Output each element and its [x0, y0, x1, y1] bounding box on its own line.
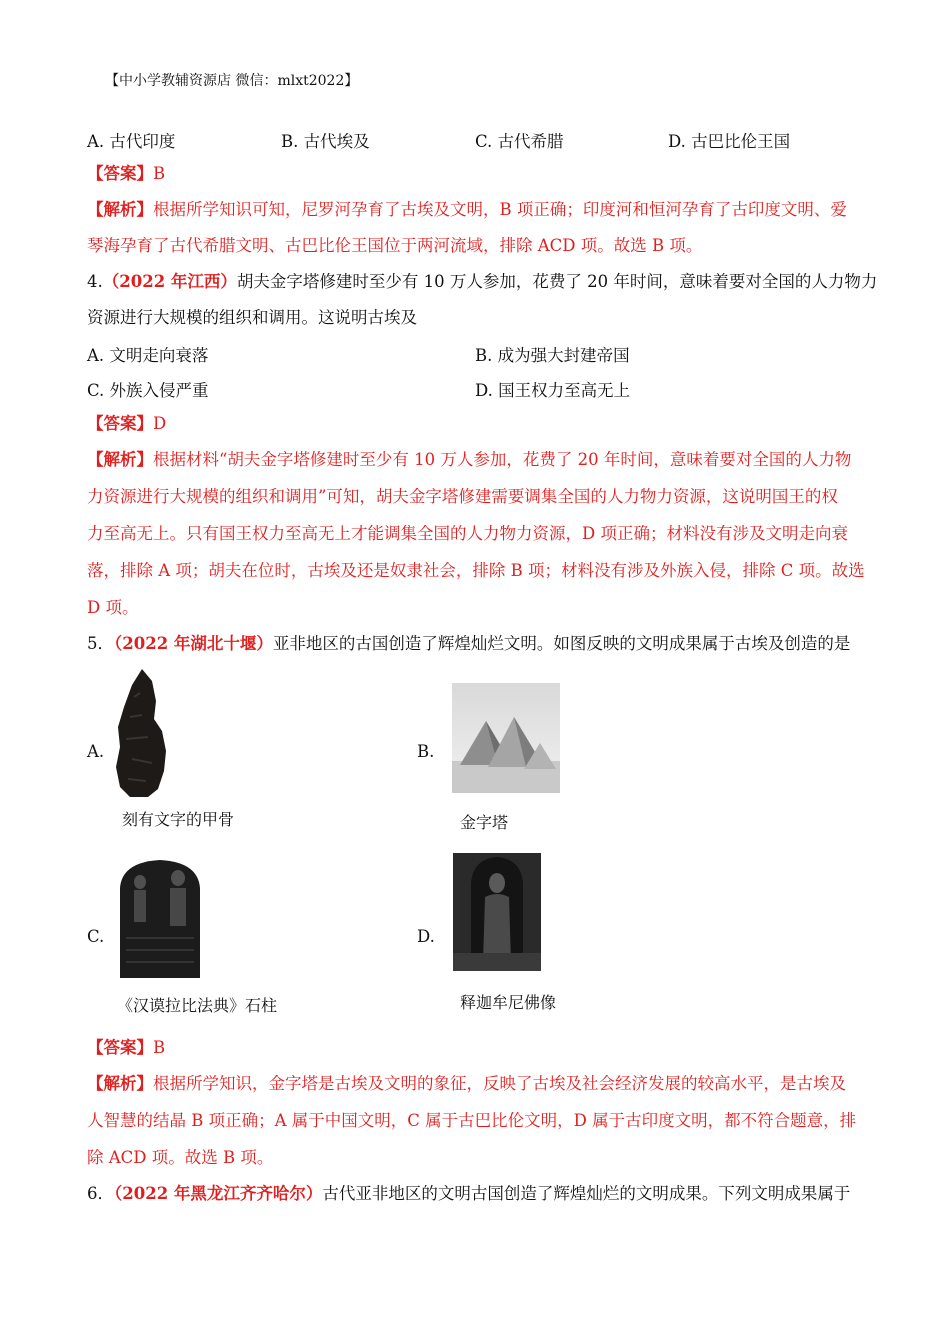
q4-option-d: D. 国王权力至高无上: [475, 381, 631, 400]
q4-analysis-line3: 力至高无上。只有国王权力至高无上才能调集全国的人力物力资源，D 项正确；材料没有涉及文明走向衰: [87, 524, 848, 543]
question-stem: 亚非地区的古国创造了辉煌灿烂文明。如图反映的文明成果属于古埃及创造的是: [272, 634, 851, 653]
q3-option-b: B. 古代埃及: [281, 132, 370, 151]
q4-stem-line1: [87, 270, 877, 294]
q4-analysis-line1: [87, 448, 851, 472]
analysis-text: 根据所学知识，金字塔是古埃及文明的象征，反映了古埃及社会经济发展的较高水平，是古埃及: [153, 1074, 846, 1093]
q4-option-b: B. 成为强大封建帝国: [475, 346, 630, 365]
answer-tag: 【答案】: [87, 164, 153, 183]
analysis-tag: 【解析】: [87, 450, 153, 469]
q5-option-b-label: B.: [417, 742, 435, 761]
q5-option-a-label: A.: [87, 742, 105, 761]
q5-option-c-label: C.: [87, 927, 105, 946]
q3-option-c: C. 古代希腊: [475, 132, 564, 151]
q5-option-a-caption: 刻有文字的甲骨: [122, 810, 235, 829]
buddha-statue-image: [453, 853, 541, 971]
q4-analysis-line4: 落，排除 A 项；胡夫在位时，古埃及还是奴隶社会，排除 B 项；材料没有涉及外族入侵，排除 C 项。故选: [87, 561, 865, 580]
q3-analysis-line2: 琴海孕育了古代希腊文明、古巴比伦王国位于两河流域，排除 ACD 项。故选 B 项。: [87, 236, 703, 255]
answer-value: D: [153, 414, 167, 433]
answer-tag: 【答案】: [87, 1038, 153, 1057]
q3-answer: [87, 162, 165, 186]
q5-option-b-caption: 金字塔: [460, 813, 509, 832]
q5-analysis-line1: [87, 1072, 846, 1096]
question-stem: 胡夫金字塔修建时至少有 10 万人参加，花费了 20 年时间，意味着要对全国的人力物力: [236, 272, 878, 291]
answer-tag: 【答案】: [87, 414, 153, 433]
q4-analysis-line2: 力资源进行大规模的组织和调用”可知，胡夫金字塔修建需要调集全国的人力物力资源，这说明国王的权: [87, 487, 838, 506]
q4-analysis-line5: D 项。: [87, 598, 139, 617]
question-stem: 古代亚非地区的文明古国创造了辉煌灿烂的文明成果。下列文明成果属于: [322, 1184, 851, 1203]
q5-analysis-line2: 人智慧的结晶 B 项正确；A 属于中国文明，C 属于古巴比伦文明，D 属于古印度文明，都不符合题意，排: [87, 1111, 857, 1130]
question-source: （2022 年黑龙江齐齐哈尔）: [114, 1184, 323, 1203]
q3-option-a: A. 古代印度: [87, 132, 176, 151]
question-number: 4.: [87, 272, 103, 291]
question-source: （2022 年湖北十堰）: [114, 634, 273, 653]
answer-value: B: [153, 1038, 166, 1057]
oracle-bone-image: [112, 667, 168, 799]
q4-option-c: C. 外族入侵严重: [87, 381, 209, 400]
question-number: 5．: [87, 634, 114, 653]
answer-value: B: [153, 164, 166, 183]
header-note: 【中小学教辅资源店 微信：mlxt2022】: [105, 73, 359, 89]
q3-option-d: D. 古巴比伦王国: [668, 132, 791, 151]
analysis-text: 根据所学知识可知，尼罗河孕育了古埃及文明，B 项正确；印度河和恒河孕育了古印度文明、爱: [153, 200, 847, 219]
pyramids-image: [452, 683, 560, 793]
q5-option-d-label: D.: [417, 927, 435, 946]
q5-answer: [87, 1036, 165, 1060]
q4-answer: [87, 412, 166, 436]
q5-option-c-caption: 《汉谟拉比法典》石柱: [117, 996, 278, 1015]
question-number: 6．: [87, 1184, 114, 1203]
analysis-tag: 【解析】: [87, 200, 153, 219]
q5-analysis-line3: 除 ACD 项。故选 B 项。: [87, 1148, 274, 1167]
q4-option-a: A. 文明走向衰落: [87, 346, 209, 365]
analysis-tag: 【解析】: [87, 1074, 153, 1093]
q4-stem-line2: 资源进行大规模的组织和调用。这说明古埃及: [87, 308, 417, 327]
q5-stem: [87, 632, 850, 656]
q5-option-d-caption: 释迦牟尼佛像: [460, 993, 557, 1012]
q3-analysis-line1: [87, 198, 847, 222]
analysis-text: 根据材料“胡夫金字塔修建时至少有 10 万人参加，花费了 20 年时间，意味着要对全国的人力物: [153, 450, 852, 469]
q6-stem: [87, 1182, 850, 1206]
hammurabi-stele-image: [116, 858, 204, 978]
question-source: （2022 年江西）: [102, 272, 237, 291]
